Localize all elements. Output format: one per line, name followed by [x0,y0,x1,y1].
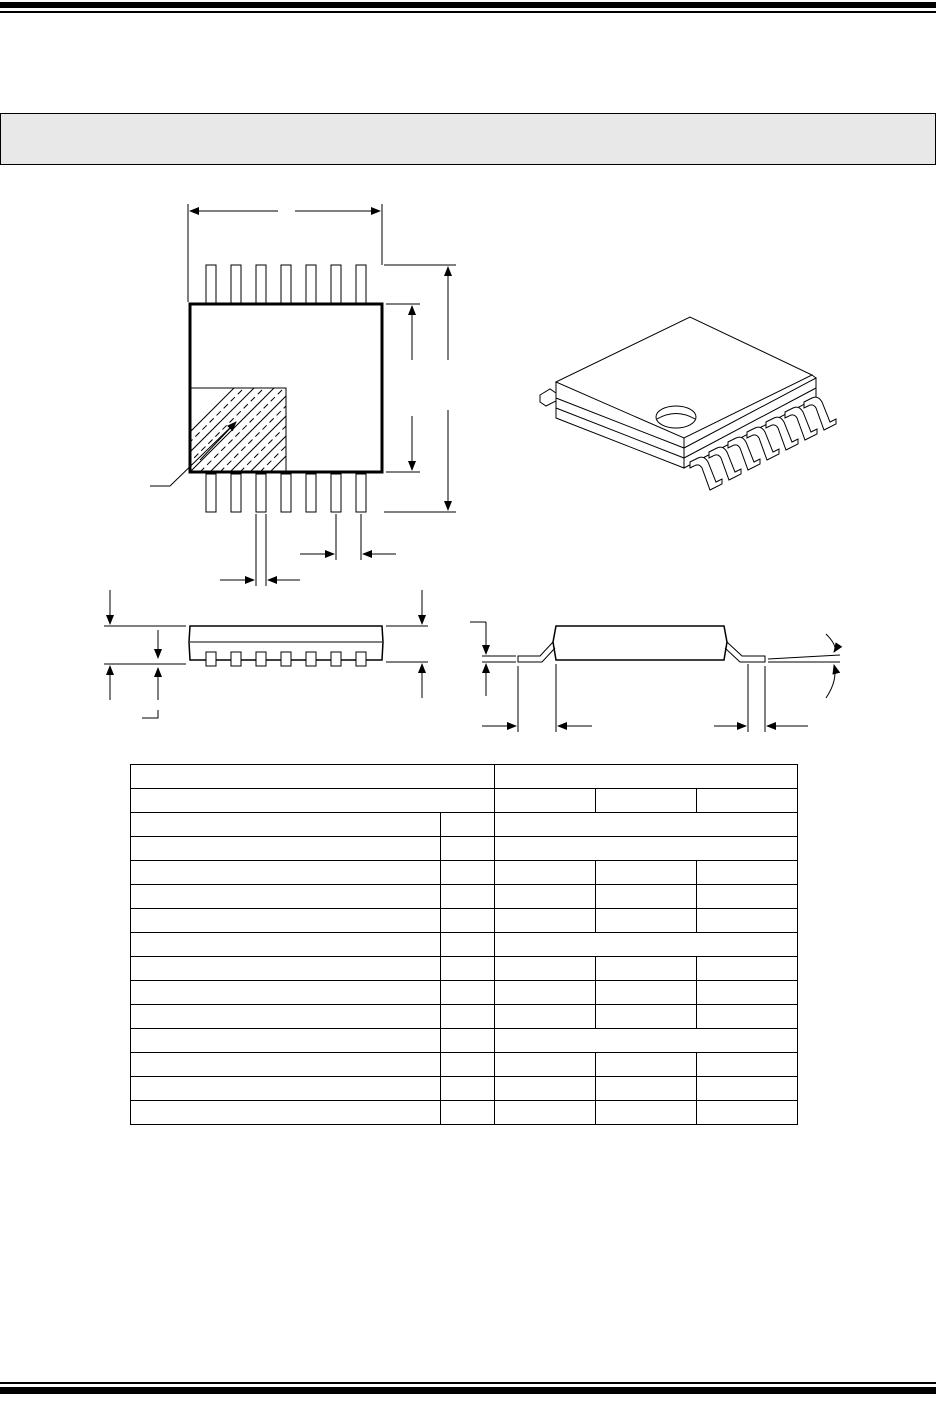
table-cell [441,1005,495,1029]
table-cell [131,813,441,837]
table-cell [441,1077,495,1101]
table-cell [441,1101,495,1125]
table-cell [495,813,798,837]
table-cell [697,861,798,885]
table-row [131,981,798,1005]
table-cell [131,1053,441,1077]
table-cell [697,885,798,909]
table-cell [131,837,441,861]
table-cell [131,957,441,981]
table-cell [697,1005,798,1029]
table-row [131,837,798,861]
table-cell [131,1077,441,1101]
end-view-drawing [104,590,428,718]
table-row [131,765,798,789]
table-cell [441,1029,495,1053]
footer-rule-thick [0,1387,936,1394]
table-cell [441,933,495,957]
table-cell [596,789,697,813]
table-cell [596,1101,697,1125]
table-cell [596,957,697,981]
table-cell [697,909,798,933]
table-cell [596,1005,697,1029]
table-cell [495,1077,596,1101]
header-rule-thin [0,11,936,13]
table-cell [697,1053,798,1077]
table-cell [441,885,495,909]
table-row [131,813,798,837]
table-cell [131,1029,441,1053]
table-cell [131,765,495,789]
top-view-drawing [150,204,456,586]
table-row [131,1077,798,1101]
package-drawings [0,190,936,740]
table-row [131,1005,798,1029]
table-cell [131,861,441,885]
table-cell [441,909,495,933]
table-cell [441,1053,495,1077]
table-cell [131,885,441,909]
table-cell [441,813,495,837]
table-cell [441,837,495,861]
table-cell [495,1101,596,1125]
table-row [131,933,798,957]
table-cell [131,933,441,957]
table-cell [495,981,596,1005]
table-cell [697,981,798,1005]
table-cell [441,957,495,981]
table-cell [495,909,596,933]
table-row [131,789,798,813]
table-cell [596,1077,697,1101]
table-row [131,1053,798,1077]
isometric-package-drawing [540,317,836,490]
table-row [131,885,798,909]
table-cell [596,885,697,909]
header-rule-thick [0,2,936,8]
table-row [131,861,798,885]
table-cell [596,1053,697,1077]
table-cell [495,1029,798,1053]
table-row [131,909,798,933]
side-view-drawing [470,622,840,732]
table-cell [697,1077,798,1101]
footer-rule-thin [0,1382,936,1384]
table-cell [131,1005,441,1029]
dimension-table [130,764,798,1125]
table-cell [441,981,495,1005]
table-cell [596,861,697,885]
table-cell [495,837,798,861]
table-cell [495,885,596,909]
table-cell [495,933,798,957]
table-cell [495,789,596,813]
table-cell [697,789,798,813]
table-row [131,1029,798,1053]
table-row [131,1101,798,1125]
table-cell [596,909,697,933]
table-cell [131,1101,441,1125]
table-cell [697,957,798,981]
table-cell [495,765,798,789]
table-row [131,957,798,981]
table-cell [495,957,596,981]
table-cell [495,1005,596,1029]
table-cell [131,789,495,813]
table-cell [495,1053,596,1077]
table-cell [596,981,697,1005]
table-cell [495,861,596,885]
table-cell [697,1101,798,1125]
table-cell [441,861,495,885]
section-title-box [0,113,936,165]
table-cell [131,909,441,933]
table-cell [131,981,441,1005]
